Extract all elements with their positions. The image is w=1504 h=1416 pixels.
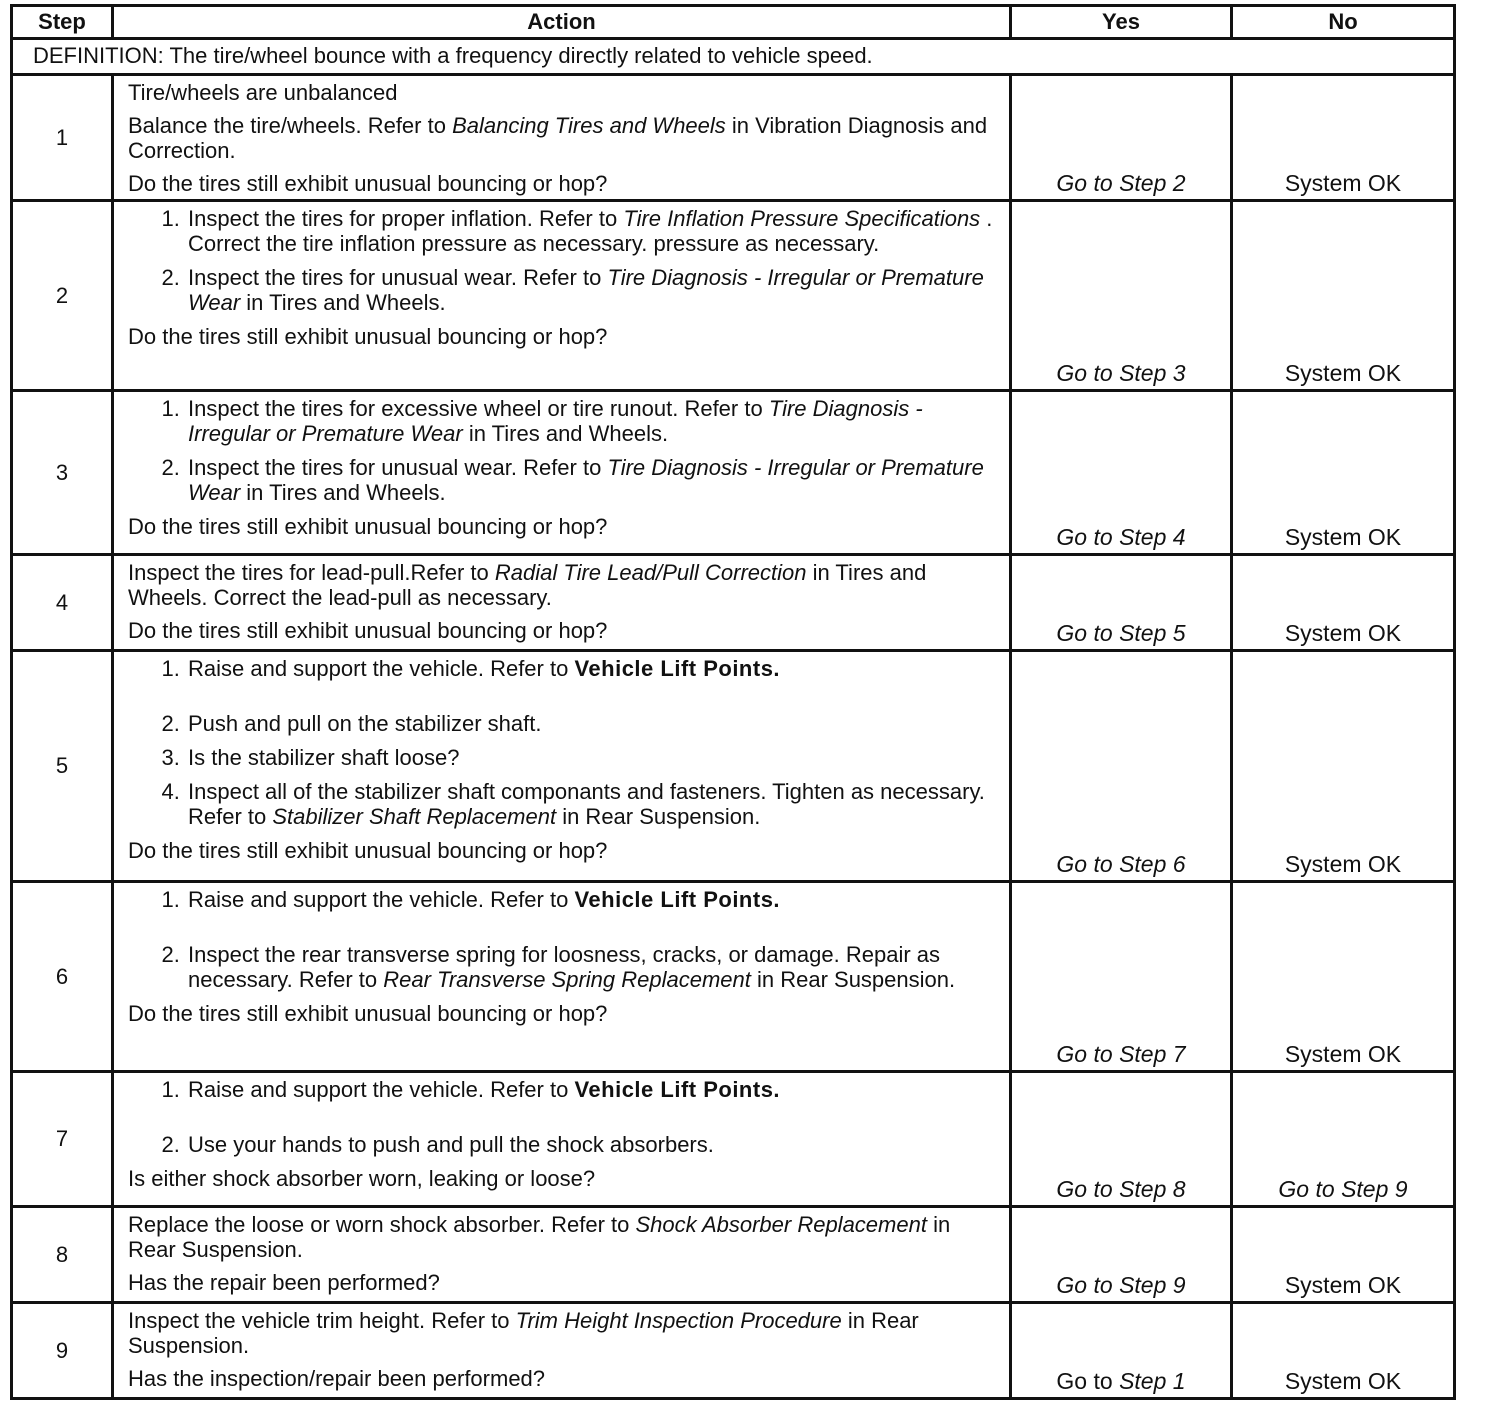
yes-cell: Go to Step 7	[1011, 882, 1232, 1072]
action-cell	[113, 391, 1011, 555]
yes-cell: Go to Step 4	[1011, 391, 1232, 555]
step-number: 6	[12, 882, 113, 1072]
reference: Step 1	[1119, 1368, 1186, 1394]
yes-cell: Go to Step 6	[1011, 651, 1232, 882]
reference: Tire Inflation Pressure Specifications	[623, 206, 981, 231]
reference: Vehicle Lift Points.	[574, 656, 781, 681]
question: Do the tires still exhibit unusual bouncing or hop?	[128, 1001, 608, 1026]
table-row	[12, 201, 1455, 391]
table-row	[12, 651, 1455, 882]
action-cell	[113, 651, 1011, 882]
action-list	[128, 1077, 993, 1157]
table-row	[12, 1207, 1455, 1303]
question: Do the tires still exhibit unusual bouncing or hop?	[128, 514, 608, 539]
reference: Radial Tire Lead/Pull Correction	[494, 560, 807, 585]
list-item: 1. Inspect the tires for excessive wheel or tire runout. Refer to Tire Diagnosis - Irregular or Premature Wear in Tires and Wheels.	[186, 396, 993, 446]
reference: Balancing Tires and Wheels	[452, 113, 726, 138]
action-list	[128, 887, 993, 992]
list-item: 2. Push and pull on the stabilizer shaft.	[186, 711, 993, 736]
list-item: 1. Raise and support the vehicle. Refer to Vehicle Lift Points.	[186, 1077, 993, 1102]
step-number: 4	[12, 555, 113, 651]
yes-cell: Go to Step 2	[1011, 75, 1232, 201]
list-item: 2. Use your hands to push and pull the shock absorbers.	[186, 1132, 993, 1157]
question: Do the tires still exhibit unusual bouncing or hop?	[128, 324, 608, 349]
action-line: Balance the tire/wheels. Refer to Balancing Tires and Wheels in Vibration Diagnosis and Correction.	[128, 113, 988, 163]
no-cell: System OK	[1232, 882, 1455, 1072]
list-item: 1. Raise and support the vehicle. Refer to Vehicle Lift Points.	[186, 656, 993, 681]
step-number: 7	[12, 1072, 113, 1207]
header-step: Step	[12, 6, 113, 39]
table-row	[12, 1303, 1455, 1399]
question: Is either shock absorber worn, leaking or loose?	[128, 1166, 596, 1191]
diagnostic-table	[10, 4, 1456, 1400]
list-item: 3. Is the stabilizer shaft loose?	[186, 745, 993, 770]
list-item: 1. Inspect the tires for proper inflation. Refer to Tire Inflation Pressure Specifications . Correct the tire inflation pressure as necessary. pressure as necessary.	[186, 206, 993, 256]
step-number: 1	[12, 75, 113, 201]
action-cell	[113, 1207, 1011, 1303]
reference: Stabilizer Shaft Replacement	[272, 804, 557, 829]
header-row	[12, 6, 1455, 39]
reference: Tire Diagnosis - Irregular or Premature Wear	[188, 396, 923, 446]
action-line: Tire/wheels are unbalanced	[128, 80, 398, 105]
action-cell	[113, 1072, 1011, 1207]
table-row	[12, 75, 1455, 201]
step-number: 9	[12, 1303, 113, 1399]
action-list	[128, 396, 993, 505]
action-line: Replace the loose or worn shock absorber. Refer to Shock Absorber Replacement in Rear Suspension.	[128, 1212, 951, 1262]
list-item: 2. Inspect the rear transverse spring for loosness, cracks, or damage. Repair as necessary. Refer to Rear Transverse Spring Replacement in Rear Suspension.	[186, 942, 993, 992]
header-action: Action	[113, 6, 1011, 39]
reference: Tire Diagnosis - Irregular or Premature Wear	[188, 265, 984, 315]
action-list	[128, 206, 993, 315]
reference: Rear Transverse Spring Replacement	[383, 967, 751, 992]
no-cell: System OK	[1232, 391, 1455, 555]
no-cell: System OK	[1232, 1207, 1455, 1303]
action-cell	[113, 1303, 1011, 1399]
action-cell	[113, 75, 1011, 201]
step-number: 2	[12, 201, 113, 391]
yes-cell: Go to Step 8	[1011, 1072, 1232, 1207]
reference: Vehicle Lift Points.	[574, 1077, 781, 1102]
table-row	[12, 555, 1455, 651]
reference: Vehicle Lift Points.	[574, 887, 781, 912]
header-yes: Yes	[1011, 6, 1232, 39]
no-cell: System OK	[1232, 201, 1455, 391]
reference: Shock Absorber Replacement	[635, 1212, 927, 1237]
action-cell	[113, 882, 1011, 1072]
action-line: Inspect the tires for lead-pull.Refer to Radial Tire Lead/Pull Correction in Tires and Wheels. Correct the lead-pull as necessary.	[128, 560, 927, 610]
yes-cell: Go to Step 3	[1011, 201, 1232, 391]
step-number: 8	[12, 1207, 113, 1303]
list-item: 2. Inspect the tires for unusual wear. Refer to Tire Diagnosis - Irregular or Premature Wear in Tires and Wheels.	[186, 455, 993, 505]
question: Do the tires still exhibit unusual bouncing or hop?	[128, 838, 608, 863]
definition-row	[12, 39, 1455, 75]
no-cell: System OK	[1232, 555, 1455, 651]
table-row	[12, 1072, 1455, 1207]
action-list	[128, 656, 993, 829]
no-cell: Go to Step 9	[1232, 1072, 1455, 1207]
reference: Tire Diagnosis - Irregular or Premature Wear	[188, 455, 984, 505]
list-item: 1. Raise and support the vehicle. Refer to Vehicle Lift Points.	[186, 887, 993, 912]
question: Has the inspection/repair been performed?	[128, 1366, 546, 1391]
no-cell: System OK	[1232, 1303, 1455, 1399]
definition-text: DEFINITION: The tire/wheel bounce with a frequency directly related to vehicle speed.	[12, 39, 1455, 75]
yes-cell: Go to Step 5	[1011, 555, 1232, 651]
list-item: 4. Inspect all of the stabilizer shaft componants and fasteners. Tighten as necessary. Refer to Stabilizer Shaft Replacement in Rear Suspension.	[186, 779, 993, 829]
step-number: 3	[12, 391, 113, 555]
reference: Trim Height Inspection Procedure	[515, 1308, 842, 1333]
action-cell	[113, 201, 1011, 391]
question: Do the tires still exhibit unusual bouncing or hop?	[128, 171, 608, 196]
step-number: 5	[12, 651, 113, 882]
header-no: No	[1232, 6, 1455, 39]
table-row	[12, 391, 1455, 555]
action-cell	[113, 555, 1011, 651]
yes-cell: Go to Step 1	[1011, 1303, 1232, 1399]
table-row	[12, 882, 1455, 1072]
question: Has the repair been performed?	[128, 1270, 440, 1295]
list-item: 2. Inspect the tires for unusual wear. Refer to Tire Diagnosis - Irregular or Premature Wear in Tires and Wheels.	[186, 265, 993, 315]
action-line: Inspect the vehicle trim height. Refer to Trim Height Inspection Procedure in Rear Suspension.	[128, 1308, 919, 1358]
yes-cell: Go to Step 9	[1011, 1207, 1232, 1303]
no-cell: System OK	[1232, 75, 1455, 201]
no-cell: System OK	[1232, 651, 1455, 882]
question: Do the tires still exhibit unusual bouncing or hop?	[128, 618, 608, 643]
